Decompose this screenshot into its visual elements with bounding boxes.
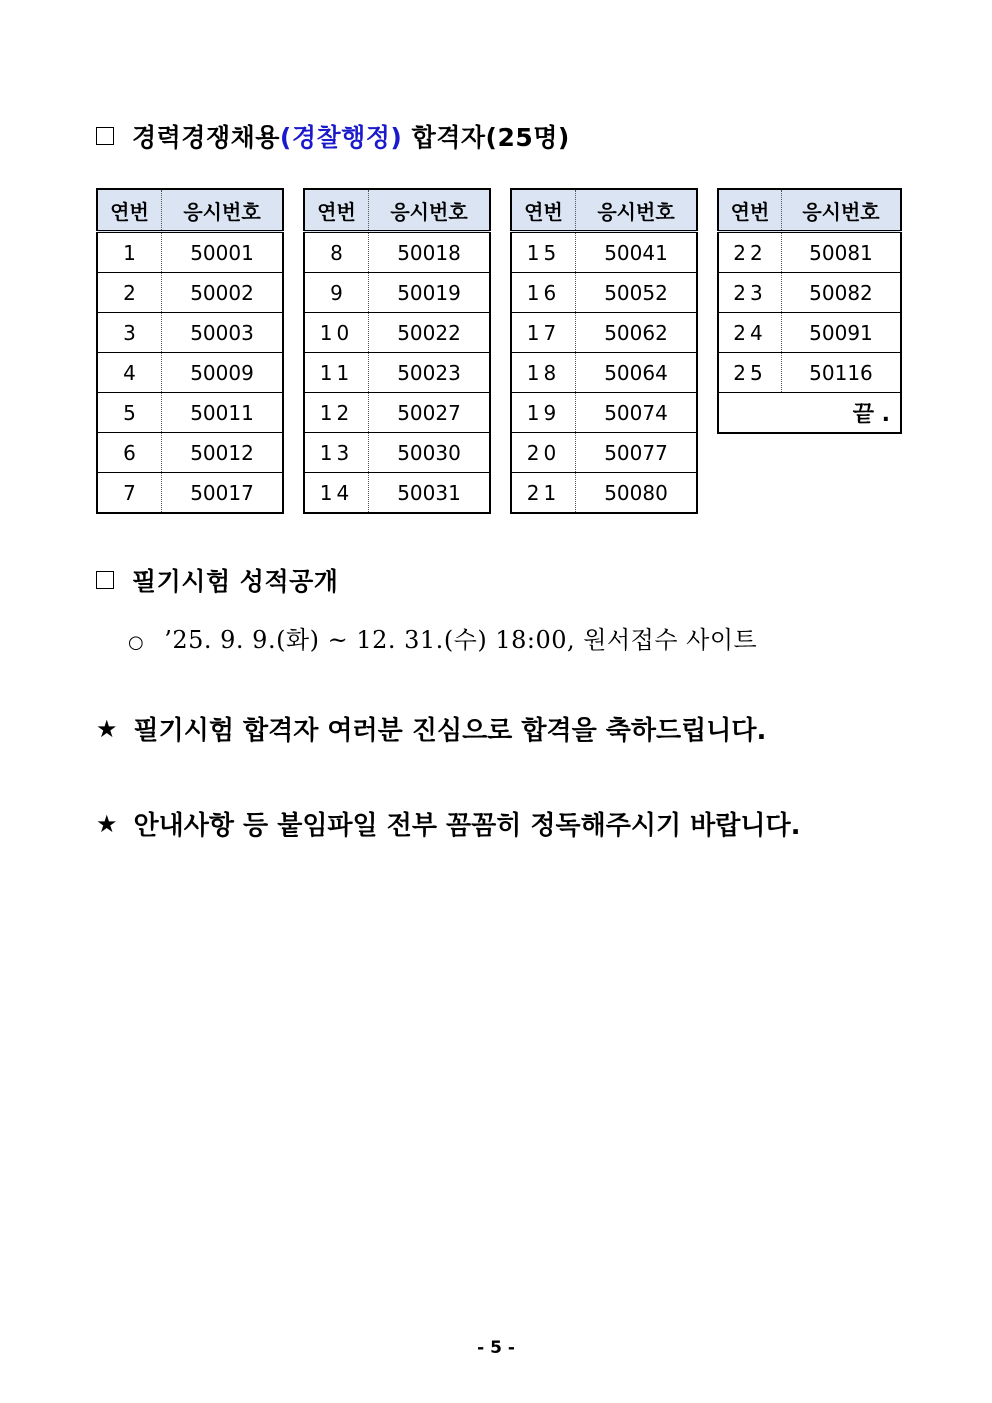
table-row <box>511 353 697 393</box>
row-number: 14 <box>304 473 369 514</box>
applicant-id: 50002 <box>162 273 284 313</box>
table-row <box>304 393 490 433</box>
section2-title: 필기시험 성적공개 <box>132 567 339 596</box>
table-row <box>97 393 283 433</box>
roster-table-1 <box>96 188 284 514</box>
roster-tables <box>96 188 902 514</box>
section1-title-highlight: (경찰행정) <box>279 123 403 152</box>
table-row <box>97 433 283 473</box>
row-number: 25 <box>718 353 781 393</box>
star-icon: ★ <box>96 809 118 838</box>
row-number: 12 <box>304 393 369 433</box>
applicant-id: 50081 <box>781 232 901 273</box>
table-row <box>511 273 697 313</box>
applicant-id: 50082 <box>781 273 901 313</box>
table-row <box>304 232 490 273</box>
row-number: 5 <box>97 393 162 433</box>
row-number: 23 <box>718 273 781 313</box>
applicant-id: 50030 <box>369 433 491 473</box>
table-row <box>304 273 490 313</box>
roster-table-3 <box>510 188 698 514</box>
table-row <box>97 473 283 514</box>
table-row <box>304 473 490 514</box>
notice-text: 필기시험 합격자 여러분 진심으로 합격을 축하드립니다. <box>133 716 767 746</box>
row-number: 10 <box>304 313 369 353</box>
section2-heading <box>96 562 338 598</box>
row-number: 16 <box>511 273 576 313</box>
table-row <box>511 232 697 273</box>
col-header-applicant-id: 응시번호 <box>576 189 698 232</box>
table-row <box>97 232 283 273</box>
row-number: 11 <box>304 353 369 393</box>
section1-title-part2: 합격자(25명) <box>402 123 570 152</box>
applicant-id: 50064 <box>576 353 698 393</box>
row-number: 2 <box>97 273 162 313</box>
row-number: 7 <box>97 473 162 514</box>
circle-bullet-icon: ○ <box>128 632 145 653</box>
row-number: 20 <box>511 433 576 473</box>
row-number: 9 <box>304 273 369 313</box>
row-number: 17 <box>511 313 576 353</box>
roster-table-4 <box>717 188 902 434</box>
applicant-id: 50009 <box>162 353 284 393</box>
row-number: 4 <box>97 353 162 393</box>
page-number: - 5 - <box>477 1338 515 1358</box>
applicant-id: 50022 <box>369 313 491 353</box>
row-number: 8 <box>304 232 369 273</box>
row-number: 13 <box>304 433 369 473</box>
checkbox-square-icon <box>96 127 114 145</box>
table-row <box>304 433 490 473</box>
col-header-number: 연번 <box>718 189 781 232</box>
table-row <box>511 433 697 473</box>
notice-text: 안내사항 등 붙임파일 전부 꼼꼼히 정독해주시기 바랍니다. <box>133 811 801 841</box>
col-header-number: 연번 <box>304 189 369 232</box>
row-number: 22 <box>718 232 781 273</box>
col-header-number: 연번 <box>511 189 576 232</box>
applicant-id: 50062 <box>576 313 698 353</box>
table-row <box>718 353 901 393</box>
notice-congratulations <box>96 710 766 747</box>
row-number: 3 <box>97 313 162 353</box>
row-number: 18 <box>511 353 576 393</box>
table-row <box>97 353 283 393</box>
applicant-id: 50031 <box>369 473 491 514</box>
applicant-id: 50001 <box>162 232 284 273</box>
applicant-id: 50074 <box>576 393 698 433</box>
table-row <box>511 473 697 514</box>
table-row <box>304 313 490 353</box>
table-row <box>718 313 901 353</box>
col-header-number: 연번 <box>97 189 162 232</box>
col-header-applicant-id: 응시번호 <box>162 189 284 232</box>
applicant-id: 50052 <box>576 273 698 313</box>
applicant-id: 50077 <box>576 433 698 473</box>
row-number: 15 <box>511 232 576 273</box>
applicant-id: 50019 <box>369 273 491 313</box>
table-row <box>97 313 283 353</box>
disclosure-detail-text: ’25. 9. 9.(화) ~ 12. 31.(수) 18:00, 원서접수 사이트 <box>164 626 758 654</box>
table-row <box>511 313 697 353</box>
applicant-id: 50080 <box>576 473 698 514</box>
roster-table-2 <box>303 188 491 514</box>
table-row <box>511 393 697 433</box>
checkbox-square-icon <box>96 571 114 589</box>
applicant-id: 50018 <box>369 232 491 273</box>
applicant-id: 50003 <box>162 313 284 353</box>
section1-title-part1: 경력경쟁채용 <box>132 123 280 152</box>
row-number: 24 <box>718 313 781 353</box>
applicant-id: 50012 <box>162 433 284 473</box>
row-number: 21 <box>511 473 576 514</box>
table-row <box>304 353 490 393</box>
row-number: 1 <box>97 232 162 273</box>
applicant-id: 50091 <box>781 313 901 353</box>
star-icon: ★ <box>96 714 118 743</box>
applicant-id: 50017 <box>162 473 284 514</box>
applicant-id: 50041 <box>576 232 698 273</box>
notice-attachments <box>96 805 801 842</box>
col-header-applicant-id: 응시번호 <box>781 189 901 232</box>
col-header-applicant-id: 응시번호 <box>369 189 491 232</box>
disclosure-detail <box>128 620 757 655</box>
applicant-id: 50116 <box>781 353 901 393</box>
end-mark: 끝 . <box>718 393 901 434</box>
table-row <box>97 273 283 313</box>
applicant-id: 50011 <box>162 393 284 433</box>
row-number: 6 <box>97 433 162 473</box>
table-row <box>718 232 901 273</box>
table-row <box>718 273 901 313</box>
applicant-id: 50023 <box>369 353 491 393</box>
applicant-id: 50027 <box>369 393 491 433</box>
row-number: 19 <box>511 393 576 433</box>
section1-heading <box>96 118 570 154</box>
